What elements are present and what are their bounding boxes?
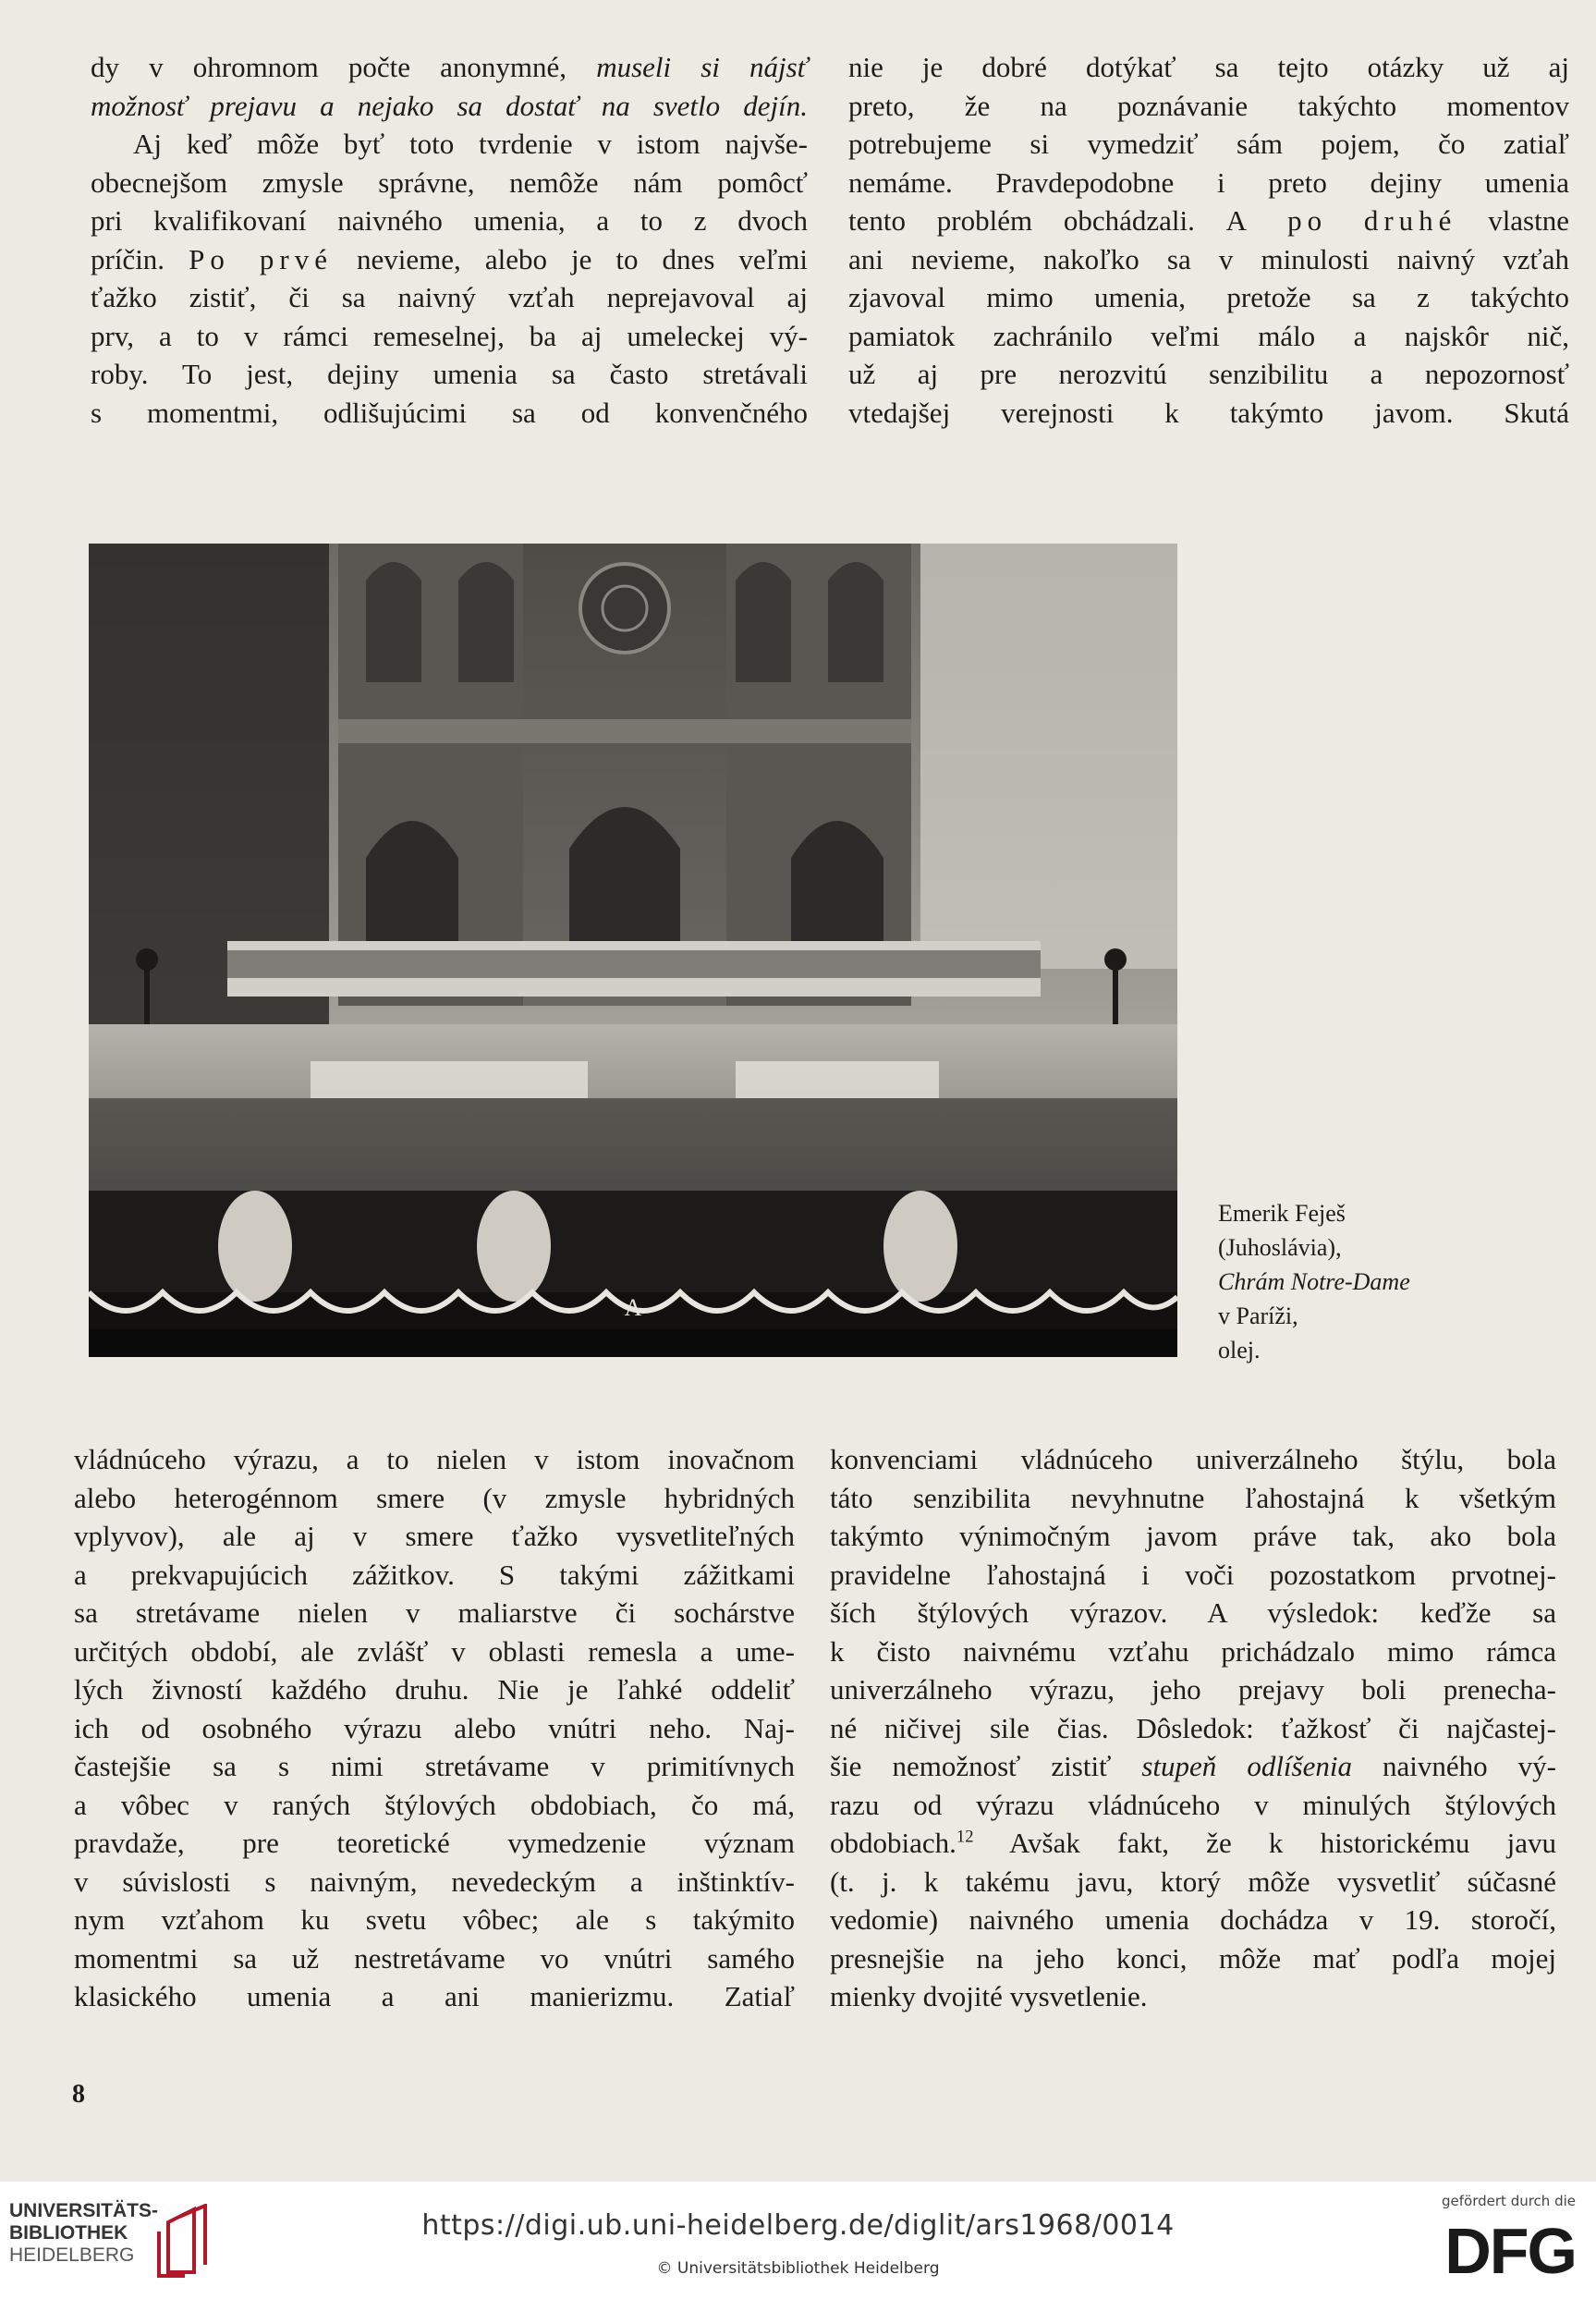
text-line: mienky dvojité vysvetlenie. (830, 1980, 1148, 2012)
text-line: už aj pre nerozvitú senzibilitu a nepozornosť (848, 358, 1569, 390)
text-line: razu od výrazu vládnúceho v minulých štýlových (830, 1788, 1556, 1821)
painting-photo (89, 544, 1177, 1357)
text-line: ťažko zistiť, či sa naivný vzťah neprejavoval aj (91, 281, 808, 313)
funding-note: gefördert durch die (1442, 2193, 1576, 2209)
text-line: univerzálneho výrazu, jeho prejavy boli prenecha- (830, 1673, 1556, 1706)
text-line: príčin. Po prvé nevieme, alebo je to dnes veľmi (91, 242, 809, 275)
text-line: tento problém obchádzali. A po druhé vlastne (848, 204, 1569, 237)
figure-caption (1218, 1196, 1410, 1367)
notre-dame-painting (89, 544, 1177, 1357)
text-line: potrebujeme si vymedziť sám pojem, čo zatiaľ (848, 128, 1569, 160)
caption-medium: olej. (1218, 1337, 1261, 1364)
text-line: dy v ohromnom počte anonymné, museli si nájsť (91, 51, 808, 83)
text-line: lých živností každého druhu. Nie je ľahké oddeliť (74, 1673, 795, 1706)
text-line: pravidelne ľahostajná i voči pozostatkom prvotnej- (830, 1558, 1556, 1591)
text-line: obdobiach.$^{12}$ Avšak fakt, že k historickému javu (830, 1827, 1556, 1859)
text-line: pravdaže, pre teoretické vymedzenie význam (74, 1827, 795, 1859)
text-line: sa stretávame nielen v maliarstve či sochárstve (74, 1596, 795, 1629)
text-line: presnejšie na jeho konci, môže mať podľa mojej (830, 1941, 1556, 1975)
caption-country: (Juhoslávia), (1218, 1234, 1342, 1261)
footnote-ref: 12 (956, 1827, 974, 1847)
library-logo-text: UNIVERSITÄTS- BIBLIOTHEK HEIDELBERG (9, 2200, 159, 2266)
text-line: obecnejšom zmysle správne, nemôže nám pomôcť (91, 165, 808, 199)
text-line: klasického umenia a ani manierizmu. Zatiaľ (74, 1980, 795, 2012)
text-line: prv, a to v rámci remeselnej, ba aj umeleckej vý- (91, 319, 808, 352)
text-line: a vôbec v raných štýlových obdobiach, čo má, (74, 1788, 795, 1821)
text-column-bottom-left (74, 1440, 795, 2016)
text-line: Aj keď môže byť toto tvrdenie v istom najvše- (133, 128, 808, 160)
text-line: vtedajšej verejnosti k takýmto javom. Skutá (848, 396, 1569, 429)
caption-artist: Emerik Feješ (1218, 1200, 1346, 1227)
text-column-top-left (91, 48, 808, 432)
caption-title: Chrám Notre-Dame (1218, 1268, 1410, 1295)
text-line: konvenciami vládnúceho univerzálneho štýlu, bola (830, 1443, 1556, 1475)
text-line: zjavoval mimo umenia, pretože sa z takýchto (848, 281, 1569, 313)
caption-place: v Paríži, (1218, 1302, 1298, 1329)
text-line: nie je dobré dotýkať sa tejto otázky už aj (848, 51, 1569, 83)
text-line: ších štýlových výrazov. A výsledok: keďže sa (830, 1596, 1556, 1629)
text-line: vplyvov), ale aj v smere ťažko vysvetliteľných (74, 1520, 795, 1552)
text-line: né ničivej sile čias. Dôsledok: ťažkosť či najčastej- (830, 1711, 1556, 1744)
text-line: ani nevieme, nakoľko sa v minulosti naivný vzťah (848, 242, 1569, 275)
text-line: ich od osobného výrazu alebo vnútri neho. Naj- (74, 1711, 795, 1744)
text-line: častejšie sa s nimi stretávame v primitívnych (74, 1750, 795, 1782)
text-line: šie nemožnosť zistiť stupeň odlíšenia naivného vý- (830, 1750, 1556, 1782)
text-line: momentmi sa už nestretávame vo vnútri samého (74, 1941, 795, 1975)
text-line: takýmto výnimočným javom práve tak, ako bola (830, 1520, 1556, 1552)
text-line: roby. To jest, dejiny umenia sa často stretávali (91, 358, 808, 390)
text-line: k čisto naivnému vzťahu prichádzalo mimo rámca (830, 1634, 1556, 1668)
text-line: možnosť prejavu a nejako sa dostať na svetlo dejín. (91, 89, 808, 122)
digitization-footer (0, 2182, 1596, 2299)
text-line: vedomie) naivného umenia dochádza v 19. storočí, (830, 1903, 1556, 1936)
dfg-logo: DFG (1444, 2215, 1576, 2287)
text-line: alebo heterogénnom smere (v zmysle hybridných (74, 1481, 795, 1514)
text-line: pamiatok zachránilo veľmi málo a najskôr nič, (848, 319, 1569, 352)
text-line: vládnúceho výrazu, a to nielen v istom inovačnom (74, 1443, 795, 1475)
page-number: 8 (72, 2080, 85, 2109)
text-line: (t. j. k takému javu, ktorý môže vysvetliť súčasné (830, 1865, 1556, 1898)
text-line: táto senzibilita nevyhnutne ľahostajná k všetkým (830, 1481, 1556, 1514)
text-line: nym vzťahom ku svetu vôbec; ale s takýmito (74, 1903, 795, 1936)
copyright-notice: © Universitätsbibliothek Heidelberg (656, 2259, 940, 2278)
text-line: určitých období, ale zvlášť v oblasti remesla a ume- (74, 1634, 795, 1668)
svg-text:A: A (624, 1294, 642, 1321)
text-line: preto, že na poznávanie takýchto momentov (848, 89, 1569, 122)
text-line: a prekvapujúcich zážitkov. S takými zážitkami (74, 1558, 795, 1591)
text-column-top-right (848, 48, 1569, 432)
text-column-bottom-right (830, 1440, 1556, 2016)
text-line: nemáme. Pravdepodobne i preto dejiny umenia (848, 165, 1569, 199)
text-line: pri kvalifikovaní naivného umenia, a to z dvoch (91, 204, 808, 237)
text-line: v súvislosti s naivným, nevedeckým a inštinktív- (74, 1865, 795, 1898)
text-line: s momentmi, odlišujúcimi sa od konvenčného (91, 396, 808, 429)
permalink-url[interactable]: https://digi.ub.uni-heidelberg.de/diglit/ars1968/0014 (421, 2209, 1175, 2242)
